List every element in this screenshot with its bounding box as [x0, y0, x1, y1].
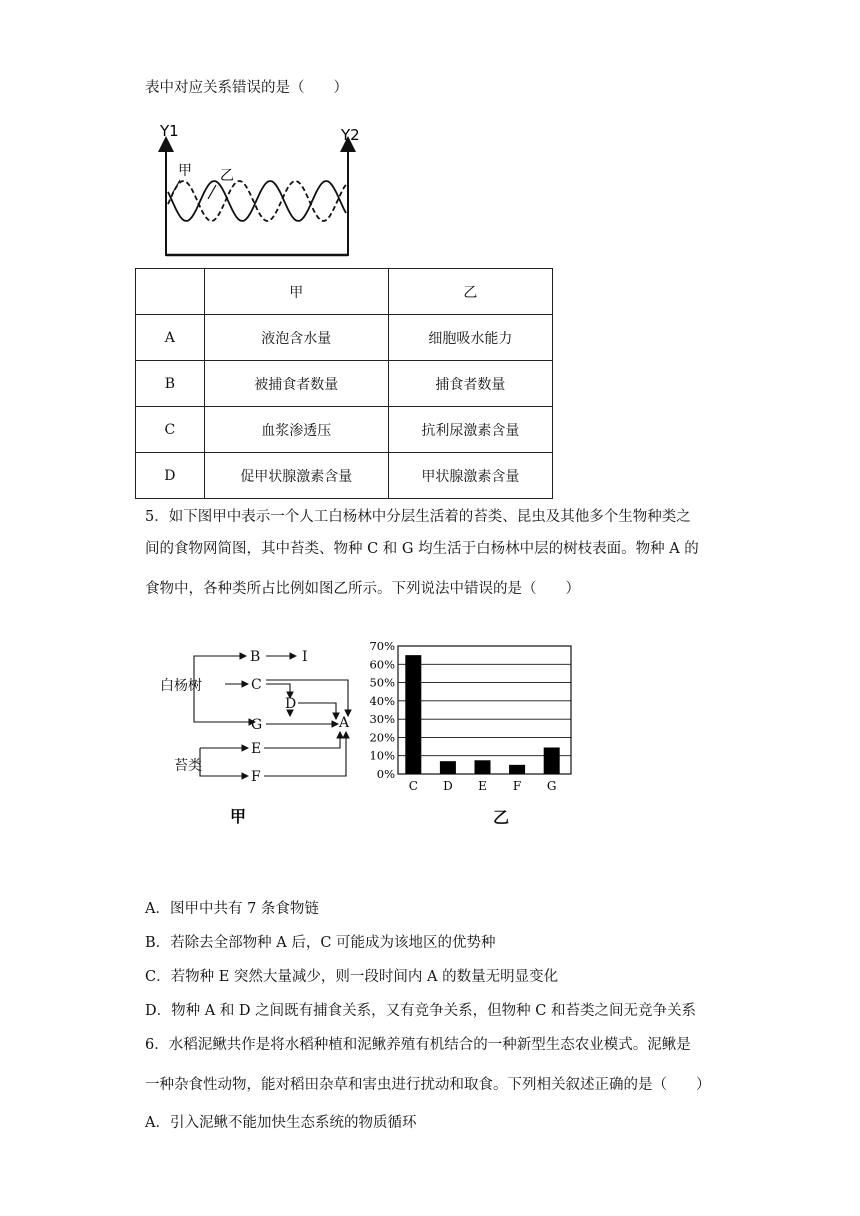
- y-tick-label: 10%: [369, 748, 395, 763]
- q5-line1: 5．如下图甲中表示一个人工白杨林中分层生活着的苔类、昆虫及其他多个生物种类之: [145, 509, 691, 525]
- yi-pointer: [208, 185, 216, 199]
- chart-caption: 乙: [493, 808, 510, 827]
- y-tick-label: 0%: [376, 767, 395, 781]
- node-c: C: [251, 677, 262, 693]
- jia-label: 甲: [178, 163, 192, 179]
- table-cell: 被捕食者数量: [204, 361, 388, 407]
- jia-curve: [168, 181, 346, 221]
- bar-e: [475, 760, 491, 774]
- table-row: [136, 407, 553, 453]
- edge-e-a: [264, 732, 340, 748]
- y-tick-label: 40%: [369, 693, 395, 708]
- table-cell: 乙: [388, 269, 552, 315]
- y-tick-label: 70%: [369, 639, 395, 653]
- table-row: [136, 269, 553, 315]
- node-g: G: [251, 717, 263, 733]
- q6-line1: 6．水稻泥鳅共作是将水稻种植和泥鳅养殖有机结合的一种新型生态农业模式。泥鳅是: [145, 1037, 691, 1053]
- table-cell: [136, 269, 205, 315]
- q4-wave-graph: [150, 118, 370, 263]
- q5-line3: 食物中，各种类所占比例如图乙所示。下列说法中错误的是（ ）: [145, 581, 580, 597]
- table-cell: 捕食者数量: [388, 361, 552, 407]
- x-tick-label: F: [512, 779, 522, 793]
- x-tick-label: D: [443, 779, 453, 793]
- bar-c: [405, 655, 421, 774]
- table-cell: A: [136, 315, 205, 361]
- edge-d-a: [298, 703, 336, 719]
- y-tick-label: 30%: [369, 712, 395, 727]
- bar-f: [509, 765, 525, 774]
- table-cell: 液泡含水量: [204, 315, 388, 361]
- producer-poplar: 白杨树: [160, 678, 202, 694]
- node-b: B: [250, 649, 261, 665]
- edge-f-a: [264, 732, 346, 776]
- table-cell: 促甲状腺激素含量: [204, 453, 388, 499]
- q5-option-d: D．物种 A 和 D 之间既有捕食关系，又有竞争关系，但物种 C 和苔类之间无竞争关系: [145, 1003, 696, 1019]
- table-row: [136, 361, 553, 407]
- x-tick-label: C: [408, 779, 418, 793]
- q5-option-b: B．若除去全部物种 A 后，C 可能成为该地区的优势种: [145, 935, 496, 951]
- bar-chart: [358, 636, 578, 836]
- table-row: [136, 315, 553, 361]
- q4-table: [135, 268, 553, 499]
- q6-line2: 一种杂食性动物，能对稻田杂草和害虫进行扰动和取食。下列相关叙述正确的是（ ）: [145, 1077, 711, 1093]
- q5-line2: 间的食物网简图，其中苔类、物种 C 和 G 均生活于白杨林中层的树枝表面。物种 A 的: [145, 541, 699, 557]
- bar-g: [544, 747, 560, 774]
- table-cell: 抗利尿激素含量: [388, 407, 552, 453]
- table-cell: B: [136, 361, 205, 407]
- table-cell: D: [136, 453, 205, 499]
- node-d: D: [285, 696, 297, 712]
- table-cell: 甲: [204, 269, 388, 315]
- yi-label: 乙: [220, 168, 234, 184]
- x-tick-label: E: [478, 779, 487, 793]
- q6-option-a: A．引入泥鳅不能加快生态系统的物质循环: [145, 1115, 417, 1131]
- table-cell: 细胞吸水能力: [388, 315, 552, 361]
- node-a: A: [339, 715, 350, 731]
- x-tick-label: G: [546, 779, 557, 793]
- y-tick-label: 60%: [369, 657, 395, 672]
- bar-d: [440, 761, 456, 774]
- table-cell: 血浆渗透压: [204, 407, 388, 453]
- moss-bracket: [200, 748, 246, 776]
- node-i: I: [302, 649, 308, 665]
- producer-moss: 苔类: [174, 758, 202, 774]
- table-cell: 甲状腺激素含量: [388, 453, 552, 499]
- node-e: E: [251, 741, 262, 757]
- q5-option-c: C．若物种 E 突然大量减少，则一段时间内 A 的数量无明显变化: [145, 969, 559, 985]
- y-tick-label: 50%: [369, 675, 395, 690]
- y-tick-label: 20%: [369, 730, 395, 745]
- food-web-caption: 甲: [230, 807, 247, 826]
- table-row: [136, 453, 553, 499]
- node-f: F: [251, 769, 261, 785]
- y1-label: Y1: [160, 122, 179, 140]
- q5-option-a: A．图甲中共有 7 条食物链: [145, 901, 319, 917]
- q4-stem: 表中对应关系错误的是（ ）: [145, 80, 348, 96]
- y2-label: Y2: [341, 126, 360, 144]
- food-web-diagram: [160, 640, 360, 840]
- table-cell: C: [136, 407, 205, 453]
